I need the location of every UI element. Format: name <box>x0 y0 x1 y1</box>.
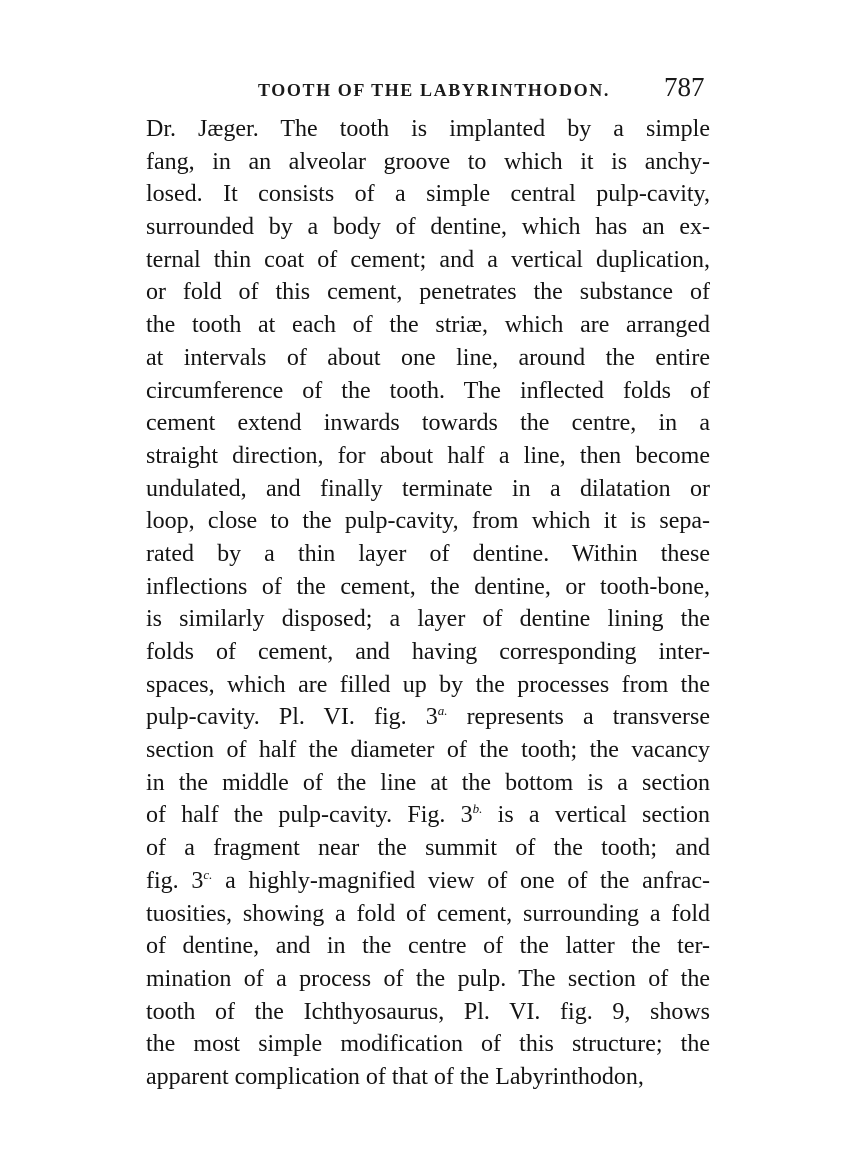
text-segment: represents a transverse <box>447 704 711 731</box>
text-line: mination of a process of the pulp. The section of the <box>146 965 710 992</box>
text-line: section of half the diameter of the tooth; the vacancy <box>146 737 710 764</box>
figure-superscript: a. <box>437 703 448 719</box>
text-segment: a highly-magnified view of one of the anfrac- <box>212 867 710 894</box>
text-line: circumference of the tooth. The inflected folds of <box>146 377 710 404</box>
body-paragraph <box>146 113 710 1094</box>
text-line: at intervals of about one line, around the entire <box>146 344 710 371</box>
text-line-with-figure-ref <box>146 701 710 734</box>
text-line: the tooth at each of the striæ, which are arranged <box>146 312 710 339</box>
text-line: rated by a thin layer of dentine. Within these <box>146 540 710 567</box>
text-line: is similarly disposed; a layer of dentine lining the <box>146 606 710 633</box>
text-line: of dentine, and in the centre of the latter the ter- <box>146 933 710 960</box>
text-line: ternal thin coat of cement; and a vertical duplication, <box>146 246 710 273</box>
text-line: spaces, which are filled up by the processes from the <box>146 671 710 698</box>
text-line: tuosities, showing a fold of cement, surrounding a fold <box>146 900 710 927</box>
text-line: Dr. Jæger. The tooth is implanted by a simple <box>146 116 710 142</box>
text-line: cement extend inwards towards the centre, in a <box>146 410 710 437</box>
text-segment: is a vertical section <box>482 802 711 829</box>
text-line: surrounded by a body of dentine, which has an ex- <box>146 214 710 241</box>
text-line: or fold of this cement, penetrates the substance of <box>146 279 710 306</box>
text-segment: fig. 3 <box>146 867 204 894</box>
figure-superscript: b. <box>472 801 483 817</box>
text-segment: of half the pulp-cavity. Fig. 3 <box>146 802 473 829</box>
text-line: apparent complication of that of the Labyrinthodon, <box>146 1063 644 1090</box>
text-line: straight direction, for about half a line, then become <box>146 442 710 469</box>
text-line: inflections of the cement, the dentine, or tooth-bone, <box>146 573 710 600</box>
text-line: of a fragment near the summit of the tooth; and <box>146 835 710 862</box>
text-line: the most simple modification of this structure; the <box>146 1031 710 1058</box>
text-line: tooth of the Ichthyosaurus, Pl. VI. fig. 9, shows <box>146 998 710 1025</box>
text-line-with-figure-ref <box>146 799 710 832</box>
text-line: in the middle of the line at the bottom is a section <box>146 769 710 796</box>
running-title: TOOTH OF THE LABYRINTHODON. <box>258 80 610 100</box>
text-line-with-figure-ref <box>146 865 710 898</box>
text-segment: pulp-cavity. Pl. VI. fig. 3 <box>146 704 438 731</box>
text-line: fang, in an alveolar groove to which it is anchy- <box>146 148 710 175</box>
page-header <box>0 72 850 108</box>
text-line: undulated, and finally terminate in a dilatation or <box>146 475 710 502</box>
text-line: folds of cement, and having corresponding inter- <box>146 639 710 665</box>
figure-superscript: c. <box>203 866 213 882</box>
text-line: loop, close to the pulp-cavity, from which it is sepa- <box>146 508 710 535</box>
text-line: losed. It consists of a simple central pulp-cavity, <box>146 181 710 208</box>
page-number: 787 <box>664 72 705 102</box>
